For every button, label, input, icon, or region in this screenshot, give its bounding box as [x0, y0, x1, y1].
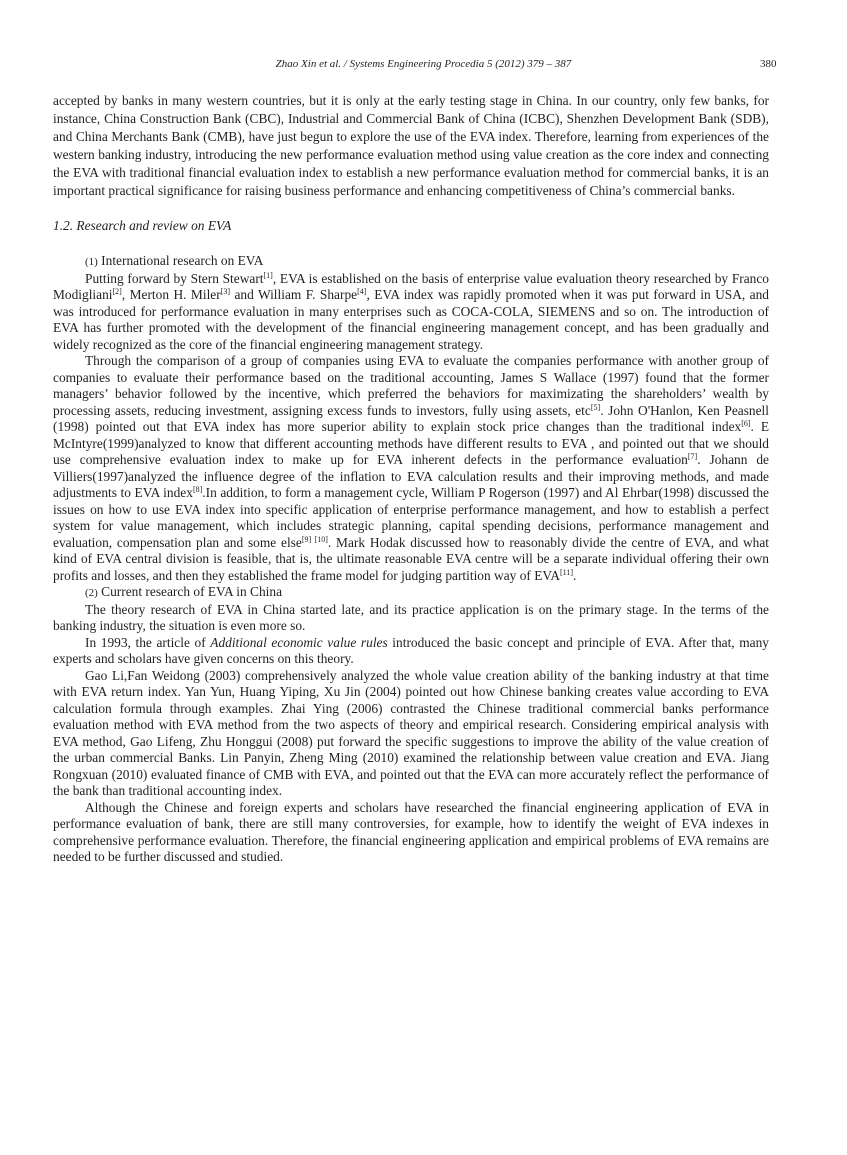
text-run: International research on EVA	[97, 253, 264, 268]
text-run: introduced the basic concept and principle of EVA. After that, many experts and scholars have given concerns on this theory.	[53, 634, 769, 666]
paragraph	[53, 602, 769, 635]
paragraph	[53, 635, 769, 668]
text-run: . John O'Hanlon, Ken Peasnell (1998) pointed out that EVA index has more superior ability to explain stock price changes than the traditional index	[53, 402, 769, 434]
citation-ref: [3]	[220, 287, 231, 296]
text-run: . Mark Hodak discussed how to reasonably divide the centre of EVA, and what kind of EVA central division is feasible, that is, the ultimate reasonable EVA centre will be a separate individual offering their own profits and losses, and then they established the frame model for judging partition way of EVA	[53, 534, 769, 583]
text-run: .	[573, 567, 577, 583]
italic-title: Additional economic value rules	[210, 634, 388, 650]
text-run: and William F. Sharpe	[230, 287, 358, 302]
citation-ref: [6]	[741, 419, 751, 428]
text-run: Current research of EVA in China	[97, 584, 283, 599]
text-run: Gao Li,Fan Weidong (2003) comprehensively analyzed the whole value creation ability of the banking industry at that time with EVA return index. Yan Yun, Huang Yiping, Xu Jin (2004) pointed out how Chinese banking creates value according to EVA calculation formula through examples. Zhai Ying (2006) contrasted the Chinese traditional commercial banks performance evaluation method with EVA method from the two aspects of theory and empirical research. Considering empirical analysis with EVA method, Gao Lifeng, Zhu Honggui (2008) put forward the specific suggestions to improve the ability of the value creation of the urban commercial Banks. Lin Panyin, Zheng Ming (2010) examined the relationship between value creation and EVA. Jiang Rongxuan (2010) evaluated finance of CMB with EVA, and pointed out that the EVA can more accurately reflect the performance of the bank than traditional accounting index.	[53, 667, 769, 798]
citation-ref: [7]	[687, 452, 698, 461]
paragraph	[53, 92, 769, 200]
page-number: 380	[760, 58, 777, 70]
citation-ref: [11]	[560, 567, 574, 577]
text-run: .In addition, to form a management cycle, William P Rogerson (1997) and Al Ehrbar(1998) discussed the issues on how to use EVA index into specific application of enterprise performance management, and how to establish a perfect system for value management, which includes strategic planning, capital spending decisions, performance management and evaluation, compensation plan and some else	[53, 485, 769, 550]
paragraph	[53, 668, 769, 800]
text-run: . Johann de Villiers(1997)analyzed the influence degree of the inflation to EVA calculation results and their improving methods, and made adjustments to EVA index	[53, 452, 769, 500]
running-head: Zhao Xin et al. / Systems Engineering Procedia 5 (2012) 379 – 387	[275, 58, 572, 70]
subsection-label	[53, 253, 769, 271]
text-run: Through the comparison of a group of companies using EVA to evaluate the companies performance with another group of companies to evaluate their performance based on the traditional accounting, James S Wallace (1997) found that the former managers’ behavior followed by the incentive, which preferred the behaviors for maximizating the shareholders’ wealth by processing assets, reducing investment, assigning excess funds to investors, fully using assets, etc	[53, 353, 769, 418]
citation-ref: [2]	[112, 287, 122, 296]
text-run: , Merton H. Miler	[121, 287, 221, 302]
citation-ref: [1]	[263, 270, 273, 280]
text-run: accepted by banks in many western countries, but it is only at the early testing stage in China. In our country, only few banks, for instance, China Construction Bank (CBC), Industrial and Commercial Bank of China (ICBC), Shenzhen Development Bank (SDB), and China Merchants Bank (CMB), have just begun to explore the use of the EVA index. Therefore, learning from experiences of the western banking industry, introducing the new performance evaluation method using value creation as the core index and connecting the EVA with traditional financial evaluation index to establish a new performance evaluation method for commercial banks, it is an important practical significance for raising business performance and enhancing competitiveness of China’s commercial banks.	[53, 93, 769, 198]
text-run: , EVA index was rapidly promoted when it was put forward in USA, and was introduced for performance evaluation in many enterprises such as COCA-COLA, SIEMENS and so on. The introduction of EVA has further promoted with the development of the financial engineering management concept, and has been gradually and widely recognized as the core of the financial engineering management strategy.	[53, 287, 769, 352]
section-heading	[53, 218, 769, 234]
citation-ref: [5]	[590, 402, 601, 412]
subsection-number: (2)	[85, 587, 98, 599]
paragraph	[53, 353, 769, 584]
text-run: 1.2. Research and review on EVA	[53, 218, 232, 233]
citation-ref: [4]	[357, 287, 367, 296]
text-run: Although the Chinese and foreign experts and scholars have researched the financial engineering application of EVA in performance evaluation of bank, there are still many controversies, for example, how to identify the weight of EVA indexes in comprehensive performance evaluation. Therefore, the financial engineering application and empirical problems of EVA remains are needed to be further discussed and studied.	[53, 799, 769, 864]
text-run: In 1993, the article of	[85, 634, 211, 650]
text-run: The theory research of EVA in China started late, and its practice application is on the primary stage. In the terms of the banking industry, the situation is even more so.	[53, 601, 769, 633]
citation-ref: [9] [10]	[301, 534, 328, 544]
citation-ref: [8]	[192, 485, 203, 494]
subsection-label	[53, 584, 769, 602]
subsection-number: (1)	[85, 256, 98, 268]
paragraph	[53, 800, 769, 866]
text-run: , EVA is established on the basis of enterprise value evaluation theory researched by Franco Modigliani	[53, 270, 769, 302]
article-body	[53, 92, 769, 866]
paragraph	[53, 271, 769, 354]
text-run: Putting forward by Stern Stewart	[85, 270, 264, 286]
text-run: . E McIntyre(1999)analyzed to know that different accounting methods have different results to EVA , and pointed out that we should use comprehensive evaluation index to make up for EVA inherent defects in the performance evaluation	[53, 419, 770, 467]
